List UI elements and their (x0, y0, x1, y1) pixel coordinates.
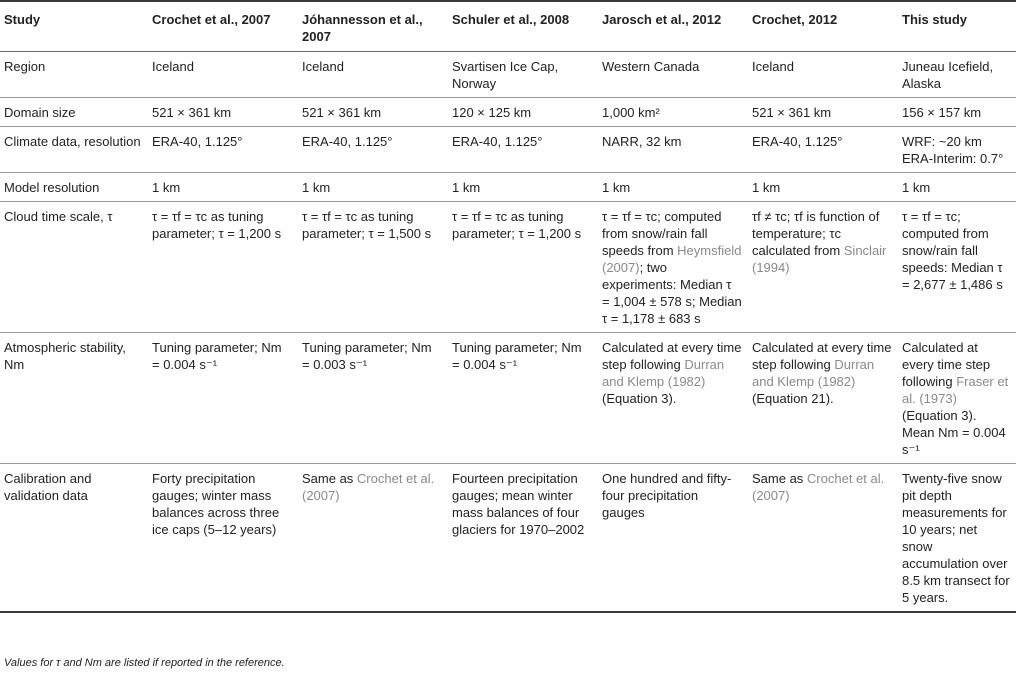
table-cell: 521 × 361 km (152, 105, 232, 120)
table-cell: τ = τf = τc as tuning parameter; τ = 1,200 s (152, 209, 282, 241)
table-cell: NARR, 32 km (602, 134, 682, 149)
header-column: Jarosch et al., 2012 (602, 12, 722, 27)
table-cell: WRF: ~20 km ERA-Interim: 0.7° (902, 134, 1004, 166)
table-cell: Calculated at every time step following Durran and Klemp (1982) (Equation 21). (752, 340, 892, 406)
table-cell: 1 km (452, 180, 481, 195)
table-row (0, 202, 1016, 333)
table-cell: τ = τf = τc; computed from snow/rain fall speeds from Heymsfield (2007); two experiments: Median τ = 1,004 ± 578 s; Median τ = 1,178 ± 683 s (602, 209, 742, 326)
table-cell: 521 × 361 km (752, 105, 832, 120)
table-cell: 120 × 125 km (452, 105, 532, 120)
header-column: Crochet, 2012 (752, 12, 838, 27)
table-cell: 1 km (302, 180, 331, 195)
table-cell: Fourteen precipitation gauges; mean winter mass balances of four glaciers for 1970–2002 (452, 471, 585, 537)
table-cell: Tuning parameter; Nm = 0.003 s⁻¹ (302, 340, 432, 372)
row-label: Region (4, 59, 46, 74)
table-cell: Western Canada (602, 59, 700, 74)
header-column: This study (902, 12, 968, 27)
table-cell: One hundred and fifty-four precipitation gauges (602, 471, 732, 520)
table-cell: τf ≠ τc; τf is function of temperature; τc calculated from Sinclair (1994) (752, 209, 887, 275)
table-cell: Same as Crochet et al. (2007) (302, 471, 435, 503)
header-column: Jóhannesson et al., 2007 (302, 12, 423, 44)
table-cell: Same as Crochet et al. (2007) (752, 471, 885, 503)
table-cell: Tuning parameter; Nm = 0.004 s⁻¹ (452, 340, 582, 372)
table-cell: 1 km (152, 180, 181, 195)
row-label: Domain size (4, 105, 76, 120)
table-cell: Calculated at every time step following Fraser et al. (1973) (Equation 3). Mean Nm = 0.004 s⁻¹ (902, 340, 1009, 457)
table-cell: τ = τf = τc as tuning parameter; τ = 1,500 s (302, 209, 432, 241)
citation-link[interactable]: Heymsfield (2007) (602, 243, 742, 275)
table-row (0, 52, 1016, 98)
table-cell: Iceland (302, 59, 344, 74)
citation-link[interactable]: Fraser et al. (1973) (902, 374, 1009, 406)
table-row (0, 333, 1016, 464)
header-column: Schuler et al., 2008 (452, 12, 570, 27)
row-label: Climate data, resolution (4, 134, 141, 149)
table-cell: Forty precipitation gauges; winter mass balances across three ice caps (5–12 years) (152, 471, 280, 537)
table-row (0, 173, 1016, 202)
header-row (0, 1, 1016, 52)
citation-link[interactable]: Durran and Klemp (1982) (752, 357, 875, 389)
table-cell: 156 × 157 km (902, 105, 982, 120)
table-cell: τ = τf = τc; computed from snow/rain fall speeds: Median τ = 2,677 ± 1,486 s (902, 209, 1003, 292)
row-label: Calibration and validation data (4, 471, 92, 503)
table-cell: Calculated at every time step following Durran and Klemp (1982) (Equation 3). (602, 340, 742, 406)
row-label: Model resolution (4, 180, 100, 195)
table-row (0, 98, 1016, 127)
row-label: Cloud time scale, τ (4, 209, 113, 224)
citation-link[interactable]: Crochet et al. (2007) (752, 471, 885, 503)
table-cell: ERA-40, 1.125° (452, 134, 543, 149)
table-cell: 521 × 361 km (302, 105, 382, 120)
table-footnote: Values for τ and Nm are listed if reported in the reference. (4, 657, 285, 669)
table-row (0, 464, 1016, 613)
table-cell: Iceland (752, 59, 794, 74)
table-cell: 1 km (752, 180, 781, 195)
table-cell: 1 km (602, 180, 631, 195)
table-cell: 1 km (902, 180, 931, 195)
table-body (0, 52, 1016, 613)
table-cell: Tuning parameter; Nm = 0.004 s⁻¹ (152, 340, 282, 372)
table-cell: ERA-40, 1.125° (752, 134, 843, 149)
row-label: Atmospheric stability, Nm (4, 340, 126, 372)
table-cell: τ = τf = τc as tuning parameter; τ = 1,200 s (452, 209, 582, 241)
table-cell: ERA-40, 1.125° (152, 134, 243, 149)
table-cell: ERA-40, 1.125° (302, 134, 393, 149)
citation-link[interactable]: Sinclair (1994) (752, 243, 887, 275)
citation-link[interactable]: Durran and Klemp (1982) (602, 357, 725, 389)
table-row (0, 127, 1016, 173)
header-study: Study (4, 12, 41, 27)
table-cell: Juneau Icefield, Alaska (902, 59, 994, 91)
header-column: Crochet et al., 2007 (152, 12, 271, 27)
table-cell: 1,000 km² (602, 105, 660, 120)
table-cell: Svartisen Ice Cap, Norway (452, 59, 559, 91)
table-cell: Twenty-five snow pit depth measurements for 10 years; net snow accumulation over 8.5 km transect for 5 years. (902, 471, 1010, 605)
table-cell: Iceland (152, 59, 194, 74)
citation-link[interactable]: Crochet et al. (2007) (302, 471, 435, 503)
